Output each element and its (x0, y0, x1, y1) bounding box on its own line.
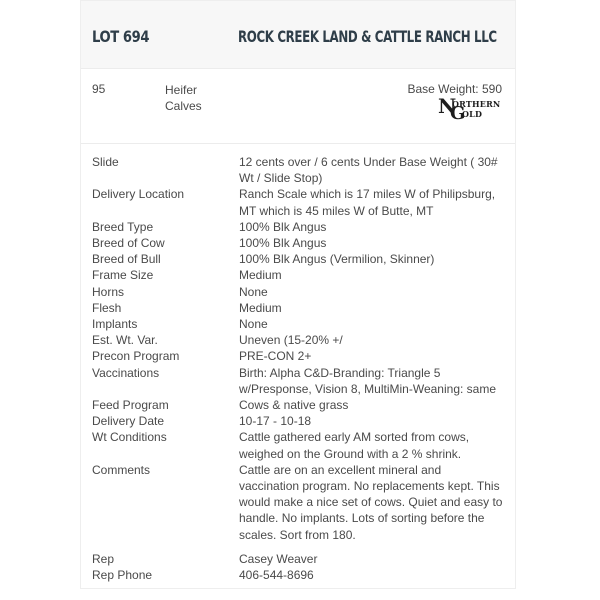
detail-label: Breed of Bull (92, 252, 161, 267)
detail-label: Horns (92, 284, 125, 299)
detail-row-rep-phone (92, 567, 507, 583)
detail-row-breed-of-bull (92, 251, 507, 267)
detail-label: Breed of Cow (92, 236, 165, 251)
detail-row-feed-program (92, 397, 507, 413)
detail-row-vaccinations (92, 365, 507, 397)
detail-label: Implants (92, 317, 138, 332)
detail-value: Uneven (15-20% +/ (239, 333, 343, 348)
detail-value: Cattle are on an excellent mineral and vaccination program. No replacements kept. This would make a nice set of cows. Quiet and easy to handle. No implants. Lots of sorting before the scales. Sort from 180. (239, 462, 503, 542)
detail-label: Delivery Date (92, 414, 165, 429)
detail-label: Slide (92, 155, 119, 169)
detail-row-horns (92, 284, 507, 300)
detail-value: Cattle gathered early AM sorted from cows, weighed on the Ground with a 2 % shrink. (239, 430, 470, 461)
head-count: 95 (92, 82, 106, 96)
detail-value: 406-544-8696 (239, 568, 314, 583)
detail-row-implants (92, 316, 507, 332)
lot-details (92, 154, 507, 583)
detail-row-rep (92, 551, 507, 567)
detail-value: None (239, 284, 268, 299)
detail-label: Frame Size (92, 268, 154, 283)
detail-row-est-wt-var (92, 332, 507, 348)
seller-name: ROCK CREEK LAND & CATTLE RANCH LLC (238, 27, 497, 46)
base-weight: Base Weight: 590 (407, 82, 502, 96)
detail-value: Cows & native grass (239, 398, 349, 413)
detail-row-slide (92, 154, 507, 186)
detail-value: PRE-CON 2+ (239, 349, 312, 364)
detail-label: Precon Program (92, 349, 180, 364)
detail-label: Breed Type (92, 219, 154, 234)
detail-value: 100% Blk Angus (239, 219, 327, 234)
detail-value: Ranch Scale which is 17 miles W of Philipsburg, MT which is 45 miles W of Butte, MT (239, 187, 496, 218)
detail-value: 100% Blk Angus (239, 236, 327, 251)
detail-value: 12 cents over / 6 cents Under Base Weight ( 30# Wt / Slide Stop) (239, 155, 498, 186)
detail-value: 10-17 - 10-18 (239, 414, 312, 429)
detail-row-breed-of-cow (92, 235, 507, 251)
detail-label: Comments (92, 462, 151, 477)
detail-value: Medium (239, 268, 282, 283)
detail-row-breed-type (92, 219, 507, 235)
detail-row-frame-size (92, 267, 507, 283)
detail-row-flesh (92, 300, 507, 316)
detail-label: Rep (92, 551, 115, 566)
detail-label: Est. Wt. Var. (92, 333, 158, 348)
detail-row-comments (92, 462, 507, 543)
lot-summary (81, 68, 515, 143)
detail-value: 100% Blk Angus (Vermilion, Skinner) (239, 252, 435, 267)
detail-row-precon-program (92, 348, 507, 364)
detail-label: Feed Program (92, 398, 169, 413)
lot-card (80, 0, 516, 589)
detail-label: Vaccinations (92, 365, 160, 380)
lot-header (81, 1, 515, 69)
section-divider (81, 143, 515, 144)
detail-value: Birth: Alpha C&D-Branding: Triangle 5 w/Presponse, Vision 8, MultiMin-Weaning: same (239, 365, 497, 396)
detail-row-delivery-location (92, 186, 507, 218)
detail-label: Delivery Location (92, 187, 185, 202)
detail-row-delivery-date (92, 413, 507, 429)
northern-gold-logo: N ORTHERN G OLD (438, 94, 501, 124)
lot-number: LOT 694 (92, 27, 150, 46)
detail-value: Casey Weaver (239, 551, 318, 566)
detail-value: None (239, 317, 268, 332)
detail-label: Rep Phone (92, 568, 153, 583)
detail-row-wt-conditions (92, 429, 507, 461)
animal-type: Heifer Calves (165, 83, 202, 113)
detail-label: Flesh (92, 300, 122, 315)
detail-label: Wt Conditions (92, 430, 167, 445)
detail-value: Medium (239, 300, 282, 315)
